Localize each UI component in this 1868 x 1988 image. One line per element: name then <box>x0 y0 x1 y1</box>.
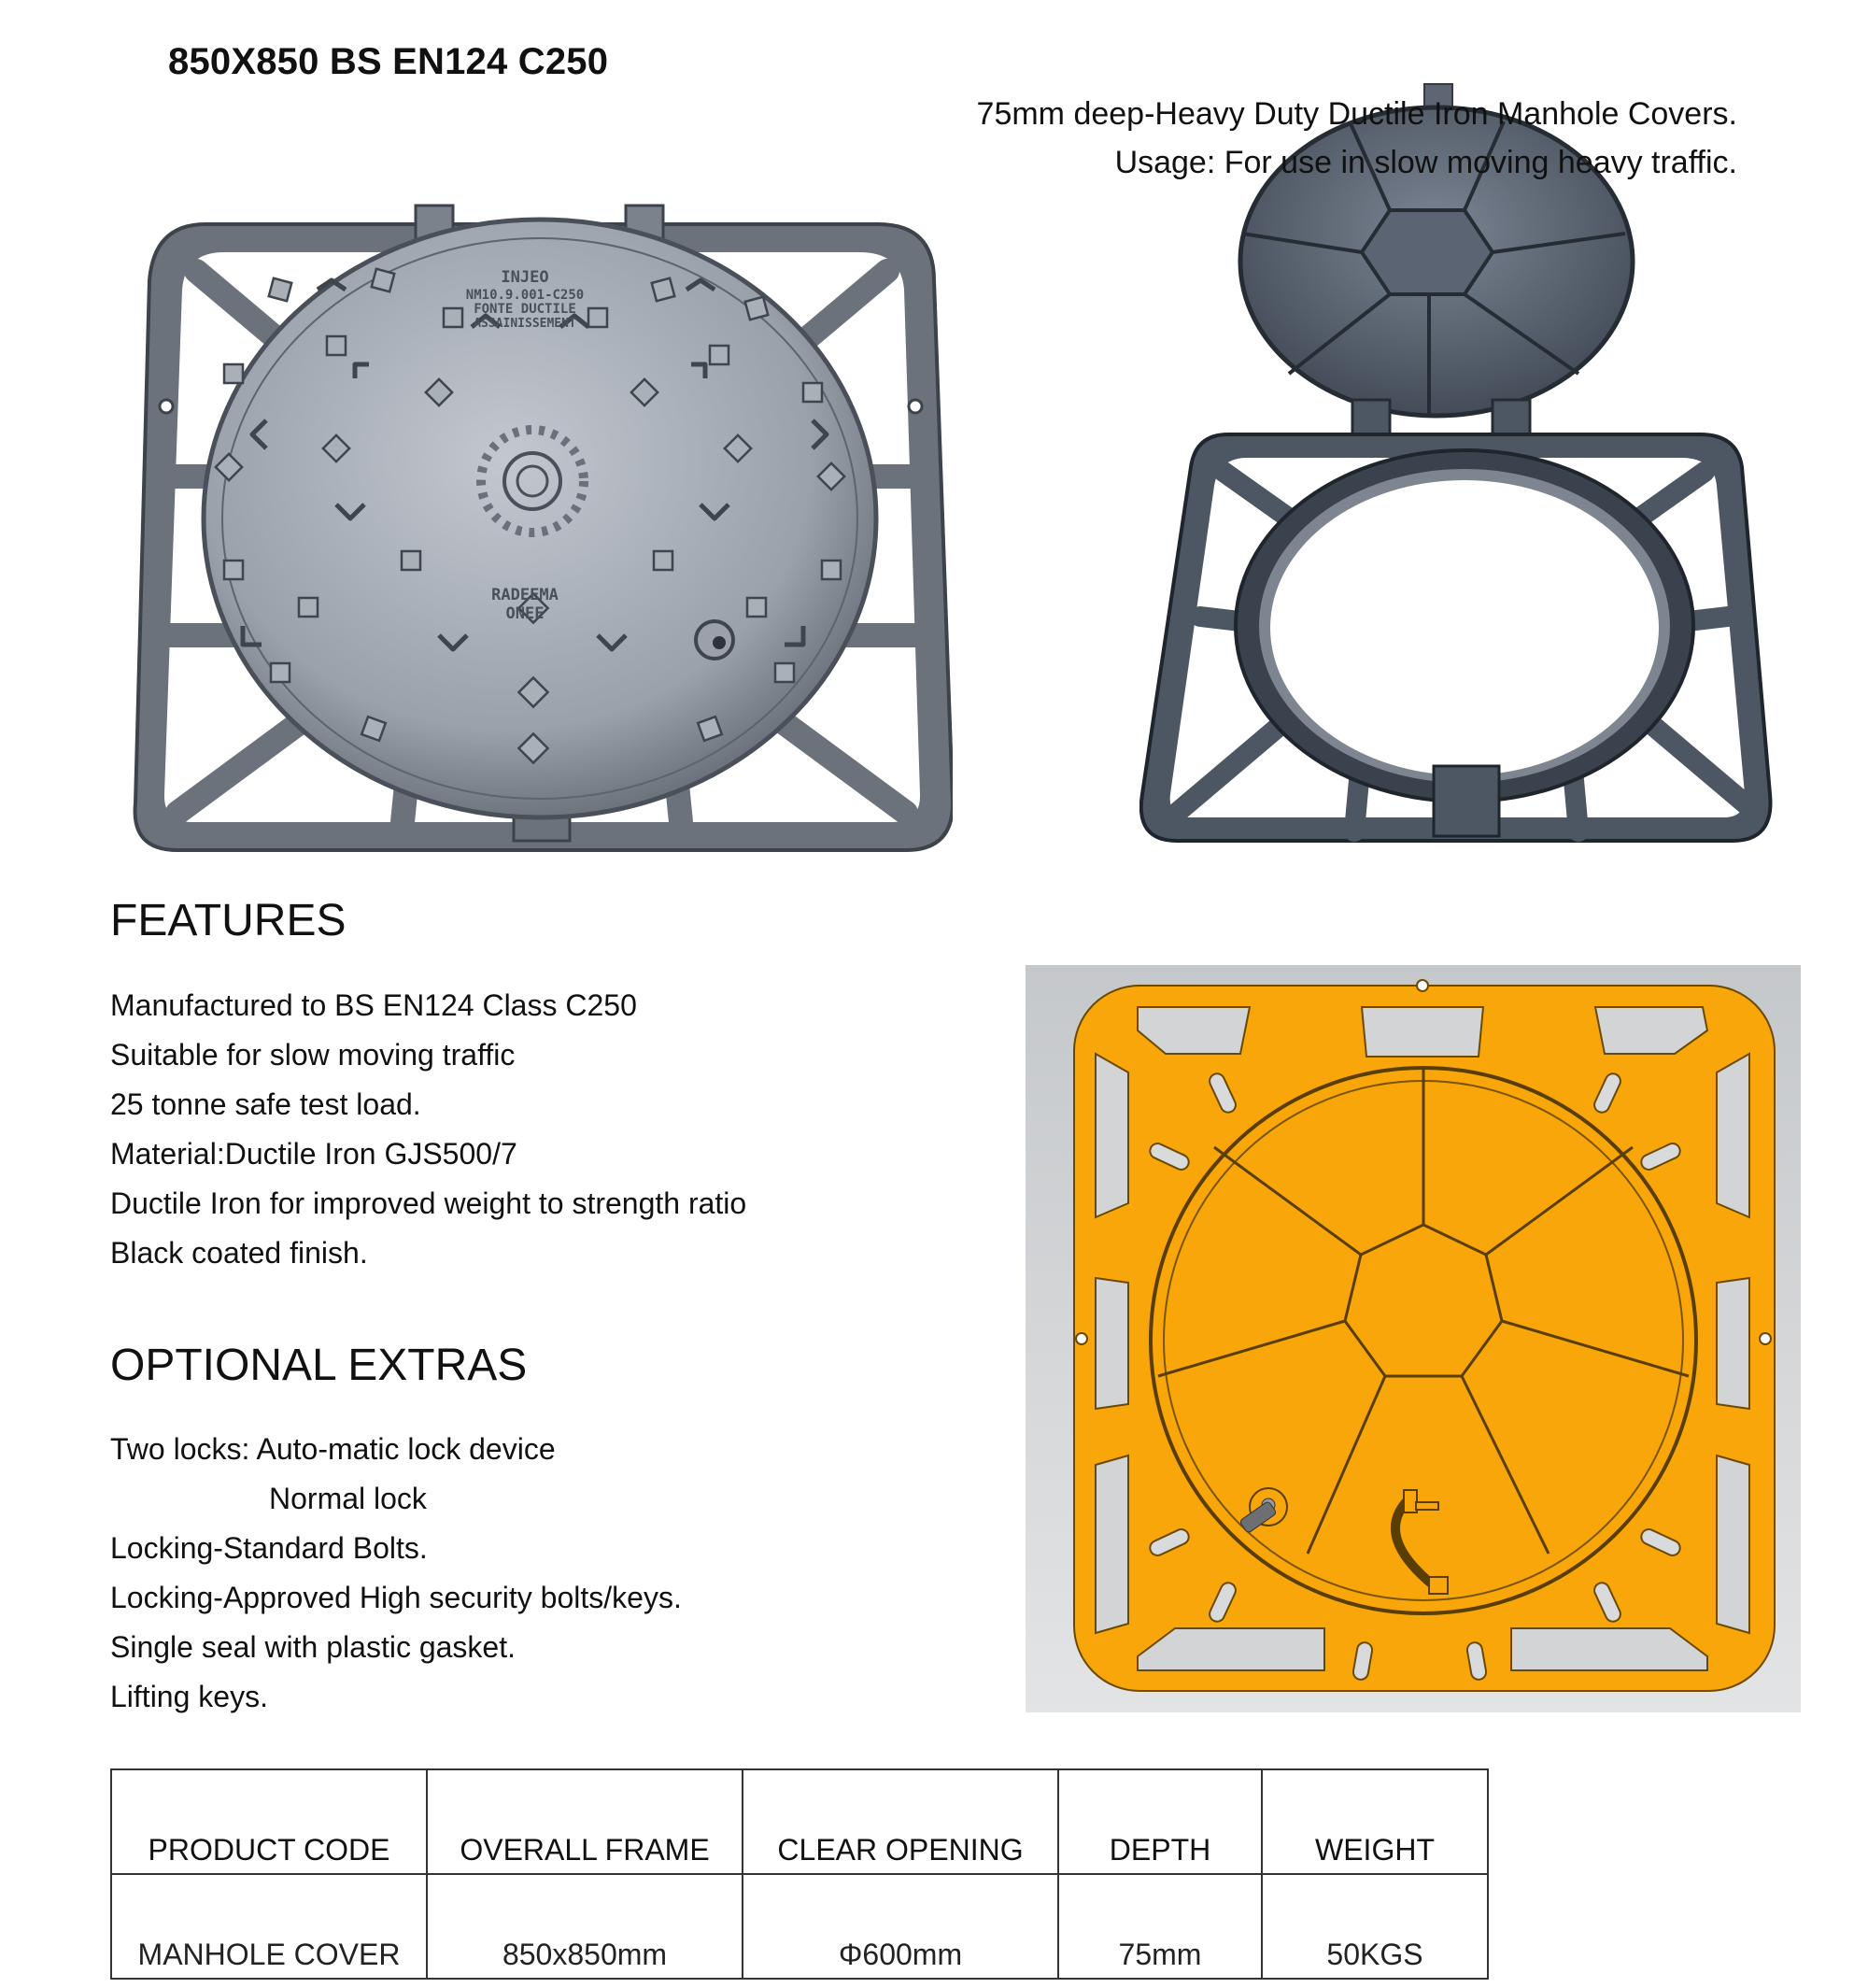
cell-weight: 50KGS <box>1262 1874 1488 1979</box>
svg-text:NM10.9.001-C250: NM10.9.001-C250 <box>465 288 585 303</box>
spec-table <box>110 1768 1489 1980</box>
features-list <box>110 981 746 1278</box>
feature-item: 25 tonne safe test load. <box>110 1087 421 1121</box>
header-clear-opening: CLEAR OPENING <box>743 1769 1058 1874</box>
casting-text-injeo: INJEO <box>501 268 549 287</box>
header-product-code: PRODUCT CODE <box>111 1769 427 1874</box>
cad-drawing-image <box>1026 965 1801 1712</box>
header-overall-frame: OVERALL FRAME <box>427 1769 743 1874</box>
cell-overall-frame: 850x850mm <box>427 1874 743 1979</box>
optional-extras-heading: OPTIONAL EXTRAS <box>110 1341 528 1390</box>
extra-item: Two locks: Auto-matic lock device <box>110 1432 556 1466</box>
extra-item: Locking-Approved High security bolts/keys. <box>110 1581 682 1614</box>
svg-text:ASSAINISSEMENT: ASSAINISSEMENT <box>474 317 576 331</box>
table-header-row <box>111 1769 1488 1874</box>
feature-item: Black coated finish. <box>110 1236 368 1270</box>
subtitle-description: 75mm deep-Heavy Duty Ductile Iron Manhole Covers. <box>976 96 1737 132</box>
table-row <box>111 1874 1488 1979</box>
subtitle-usage: Usage: For use in slow moving heavy traffic. <box>1114 145 1737 180</box>
cell-clear-opening: Φ600mm <box>743 1874 1058 1979</box>
feature-item: Material:Ductile Iron GJS500/7 <box>110 1137 517 1171</box>
closed-cover-image <box>131 196 953 878</box>
svg-text:FONTE DUCTILE: FONTE DUCTILE <box>474 302 576 317</box>
page-title: 850X850 BS EN124 C250 <box>168 41 609 82</box>
svg-text:ONEE: ONEE <box>505 604 545 623</box>
extra-item: Single seal with plastic gasket. <box>110 1630 516 1664</box>
extra-item: Normal lock <box>269 1482 427 1515</box>
extra-item: Locking-Standard Bolts. <box>110 1531 428 1565</box>
feature-item: Suitable for slow moving traffic <box>110 1038 516 1072</box>
feature-item: Ductile Iron for improved weight to strength ratio <box>110 1186 747 1220</box>
svg-text:RADEEMA: RADEEMA <box>491 586 559 604</box>
extra-item: Lifting keys. <box>110 1680 268 1713</box>
feature-item: Manufactured to BS EN124 Class C250 <box>110 988 637 1022</box>
optional-extras-list <box>110 1425 682 1722</box>
cell-product-code: MANHOLE COVER <box>111 1874 427 1979</box>
header-weight: WEIGHT <box>1262 1769 1488 1874</box>
cell-depth: 75mm <box>1058 1874 1262 1979</box>
header-depth: DEPTH <box>1058 1769 1262 1874</box>
features-heading: FEATURES <box>110 896 347 945</box>
open-cover-image <box>1139 75 1793 878</box>
